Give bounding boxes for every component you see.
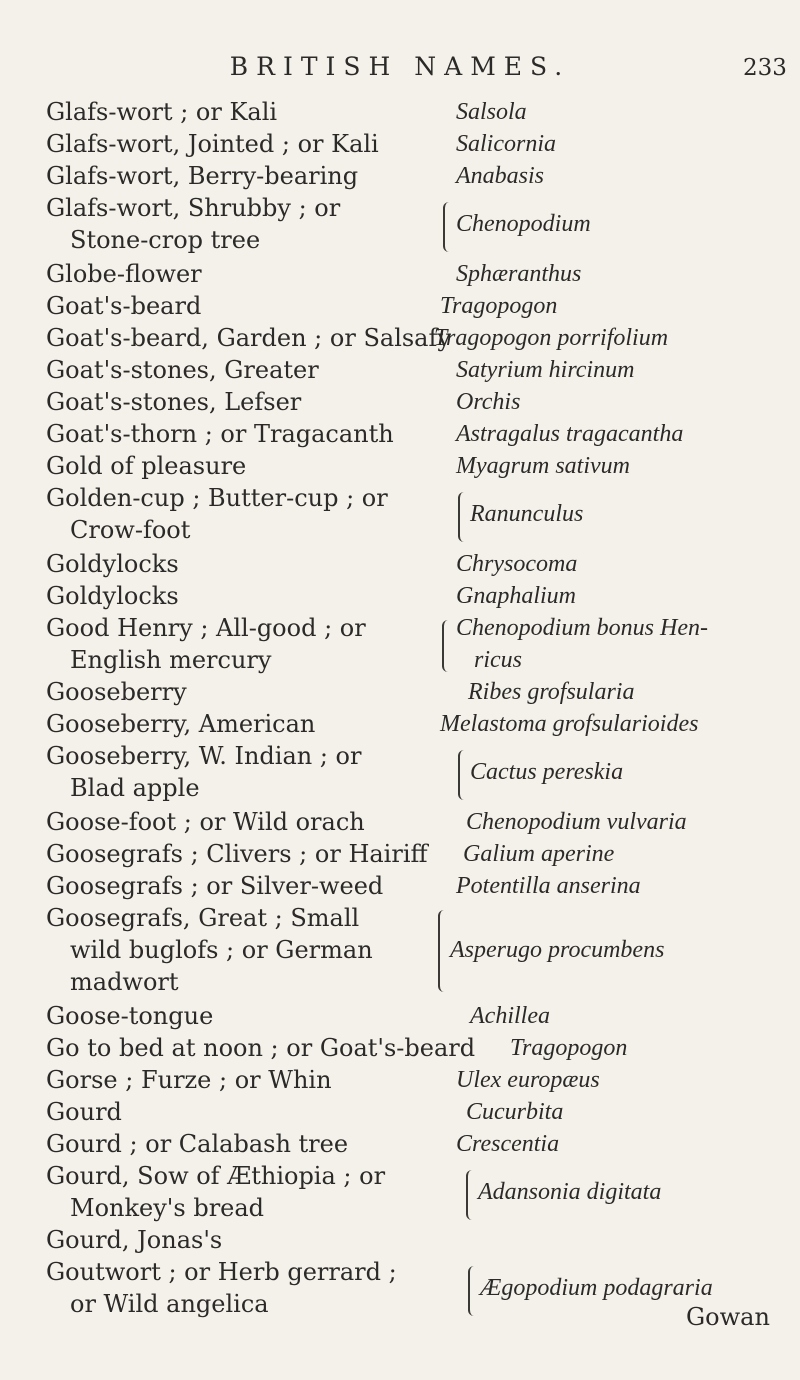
english-name: Gooseberry, W. Indian ; or [46, 742, 362, 770]
english-name: Golden-cup ; Butter-cup ; or [46, 484, 388, 512]
english-name: Gourd [46, 1098, 122, 1126]
english-name-continuation: madwort [70, 968, 179, 996]
list-item [0, 288, 800, 324]
latin-name: Satyrium hircinum [456, 357, 635, 383]
list-item [0, 998, 800, 1034]
english-name: Goose-foot ; or Wild orach [46, 808, 365, 836]
english-name: Goosegrafs ; Clivers ; or Hairiff [46, 840, 428, 868]
latin-name: Tragopogon [440, 293, 558, 319]
english-name-continuation: Crow-foot [70, 516, 191, 544]
english-name: Glafs-wort, Berry-bearing [46, 162, 359, 190]
list-item [0, 578, 800, 614]
list-item [0, 158, 800, 194]
brace [438, 910, 448, 992]
list-item [0, 352, 800, 388]
latin-name-continuation: ricus [474, 647, 522, 673]
latin-name: Achillea [470, 1003, 550, 1029]
list-item [0, 256, 800, 292]
list-item-continuation [0, 770, 800, 806]
list-item [0, 1062, 800, 1098]
list-item [0, 1158, 800, 1205]
latin-name: Chrysocoma [456, 551, 578, 577]
latin-name: Astragalus tragacantha [456, 421, 684, 447]
latin-name: Ranunculus [470, 501, 584, 527]
list-item-continuation [0, 642, 800, 678]
brace [458, 492, 468, 542]
english-name: Goat's-beard [46, 292, 202, 320]
english-name: Goat's-beard, Garden ; or Salsafy [46, 324, 451, 352]
latin-name: Salicornia [456, 131, 556, 157]
list-item [0, 1254, 800, 1301]
english-name: Glafs-wort ; or Kali [46, 98, 278, 126]
latin-name: Gnaphalium [456, 583, 576, 609]
english-name: Goat's-stones, Greater [46, 356, 319, 384]
list-item [0, 1030, 800, 1066]
latin-name: Crescentia [456, 1131, 560, 1157]
list-item-continuation [0, 932, 800, 968]
english-name: Gooseberry [46, 678, 187, 706]
latin-name: Salsola [456, 99, 527, 125]
list-item [0, 384, 800, 420]
latin-name: Anabasis [456, 163, 545, 189]
latin-name: Chenopodium bonus Hen- [456, 615, 708, 641]
english-name: Glafs-wort, Jointed ; or Kali [46, 130, 379, 158]
english-name-continuation: English mercury [70, 646, 272, 674]
running-title: BRITISH NAMES. [229, 52, 571, 81]
list-item [0, 868, 800, 904]
list-item [0, 1222, 800, 1258]
list-item [0, 320, 800, 356]
list-item [0, 610, 800, 646]
english-name-continuation: Monkey's bread [70, 1194, 265, 1222]
list-item [0, 94, 800, 130]
english-name: Goose-tongue [46, 1002, 214, 1030]
english-name: Goutwort ; or Herb gerrard ; [46, 1258, 397, 1286]
english-name: Goat's-stones, Lefser [46, 388, 302, 416]
list-item [0, 1126, 800, 1162]
brace [466, 1170, 476, 1220]
list-item [0, 480, 800, 527]
latin-name: Cactus pereskia [470, 759, 624, 785]
brace [458, 750, 468, 800]
list-item [0, 126, 800, 162]
latin-name: Tragopogon porrifolium [434, 325, 669, 351]
english-name: Goosegrafs, Great ; Small [46, 904, 360, 932]
latin-name: Ægopodium podagraria [480, 1275, 713, 1301]
latin-name: Adansonia digitata [478, 1179, 662, 1205]
page-number: 233 [743, 55, 787, 81]
english-name-continuation: or Wild angelica [70, 1290, 269, 1318]
english-name-continuation: wild buglofs ; or German [70, 936, 373, 964]
latin-name: Galium aperine [463, 841, 615, 867]
list-item-continuation [0, 222, 800, 258]
list-item-continuation [0, 964, 800, 1000]
list-item [0, 674, 800, 710]
english-name: Gorse ; Furze ; or Whin [46, 1066, 332, 1094]
list-item [0, 738, 800, 785]
english-name-continuation: Stone-crop tree [70, 226, 261, 254]
english-name: Gold of pleasure [46, 452, 247, 480]
english-name: Gourd, Jonas's [46, 1226, 223, 1254]
list-item-continuation [0, 1286, 800, 1322]
latin-name: Cucurbita [466, 1099, 564, 1125]
english-name: Go to bed at noon ; or Goat's-beard [46, 1034, 476, 1062]
english-name: Gooseberry, American [46, 710, 316, 738]
list-item [0, 804, 800, 840]
latin-name: Ribes grofsularia [468, 679, 635, 705]
latin-name: Sphæranthus [456, 261, 582, 287]
latin-name: Potentilla anserina [456, 873, 641, 899]
list-item [0, 190, 800, 237]
list-item [0, 448, 800, 484]
list-item [0, 900, 800, 936]
english-name: Goosegrafs ; or Silver-weed [46, 872, 384, 900]
latin-name: Orchis [456, 389, 521, 415]
list-item [0, 836, 800, 872]
catchword: Gowan [686, 1303, 770, 1331]
latin-name: Myagrum sativum [456, 453, 630, 479]
english-name: Good Henry ; All-good ; or [46, 614, 366, 642]
english-name: Gourd, Sow of Æthiopia ; or [46, 1162, 386, 1190]
english-name: Gourd ; or Calabash tree [46, 1130, 349, 1158]
latin-name: Melastoma grofsularioides [440, 711, 699, 737]
brace [468, 1266, 478, 1316]
list-item [0, 1094, 800, 1130]
english-name: Glafs-wort, Shrubby ; or [46, 194, 341, 222]
latin-name: Ulex europæus [456, 1067, 600, 1093]
latin-name: Tragopogon [510, 1035, 628, 1061]
brace [442, 620, 452, 672]
list-item-continuation [0, 1190, 800, 1226]
latin-name: Chenopodium [456, 211, 591, 237]
latin-name: Chenopodium vulvaria [466, 809, 687, 835]
english-name-continuation: Blad apple [70, 774, 200, 802]
english-name: Goldylocks [46, 582, 179, 610]
list-item-continuation [0, 512, 800, 548]
english-name: Globe-flower [46, 260, 202, 288]
list-item [0, 416, 800, 452]
english-name: Goat's-thorn ; or Tragacanth [46, 420, 394, 448]
brace [443, 202, 453, 252]
list-item [0, 546, 800, 582]
list-item [0, 706, 800, 742]
english-name: Goldylocks [46, 550, 179, 578]
latin-name: Asperugo procumbens [450, 937, 665, 963]
